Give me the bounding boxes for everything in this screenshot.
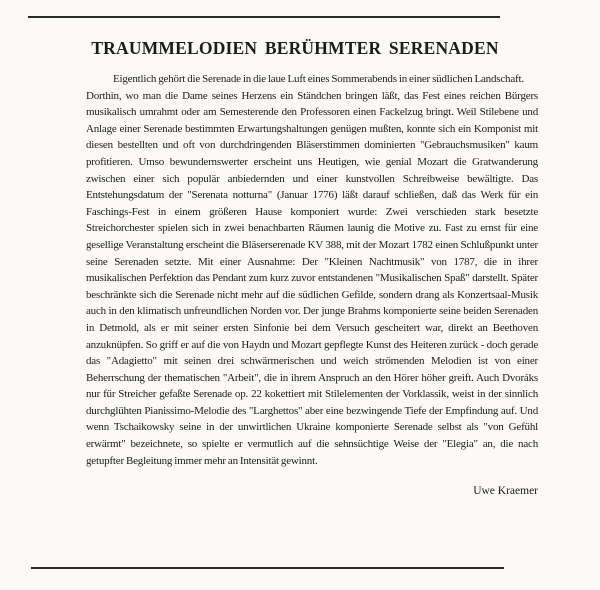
text-line: diesen bestellten und oft von durchdringenden Bläserstimmen dominierten "Gebrauchsmusiken" kaum [86, 139, 538, 152]
text-line: Streichorchester spielen sich in zwei benachbarten Räumen launig die Motive zu. Fast zu ernst für eine [86, 222, 538, 235]
text-line: Entstehungsdatum der "Serenata notturna" (Januar 1776) läßt darauf schließen, daß das Werk für ein [86, 189, 538, 202]
bottom-divider [31, 567, 504, 569]
text-line: beschränkte sich die Serenade nicht mehr auf die südlichen Gefilde, sondern drang als Konzertsaal-Musik [86, 288, 538, 301]
top-divider [28, 16, 500, 18]
text-line: getupfter Begleitung immer mehr an Intensität gewinnt. [86, 454, 318, 467]
text-line: profitieren. Umso bewundernswerter erscheint uns Heutigen, wie genial Mozart die Gratwanderung [86, 155, 538, 168]
text-line: musikalischen Perfektion das Pendant zum kurz zuvor entstandenen "Musikalischen Spaß" darstellt. Später [86, 272, 538, 285]
page-title: TRAUMMELODIEN BERÜHMTER SERENADEN [91, 38, 499, 58]
text-line: erwärmt" bezeichnete, so spielte er vermutlich auf die sehnsüchtige Weise der "Elegia" an, die nach [86, 438, 538, 451]
text-line: Dorthin, wo man die Dame seines Herzens ein Ständchen bringen läßt, das Fest eines reichen Bürgers [86, 89, 538, 102]
text-line: auch in den klimatisch unfreundlichen Norden vor. Der junge Brahms komponierte seine beiden Serenaden [86, 305, 538, 318]
text-line: wenn Tschaikowsky seine in der unwirtlichen Ukraine komponierte Serenade selbst als "von Gefühl [86, 421, 538, 434]
text-line: zwischen einer sich populär anbiedernden und einer kunstvollen Schreibweise bewältigte. Das [86, 172, 538, 185]
author-signature: Uwe Kraemer [473, 485, 538, 497]
text-line: gesellige Veranstaltung erscheint die Bläserserenade KV 388, mit der Mozart 1782 einen Schlußpunkt unter [86, 238, 538, 251]
text-line: Anlage einer Serenade bestimmten Erwartungshaltungen genügen mußten, konnte sich ein Komponist mit [86, 122, 538, 135]
text-line: in Detmold, als er mit seiner ersten Sinfonie bei dem Versuch gescheitert war, direkt an Beethoven [86, 321, 538, 334]
text-line: Beherrschung der thematischen "Arbeit", die in ihrem Anspruch an den Hörer höher greift. Auch Dvoráks [86, 371, 538, 384]
text-line: seine Serenaden setzte. Mit einer Ausnahme: Der "Kleinen Nachtmusik" von 1787, die in ihrer [86, 255, 538, 268]
text-line: musikalisch umrahmt oder am Semesterende den Professoren einen Fackelzug bringt. Weil Stilebene und [86, 106, 538, 119]
text-line: nur für Streicher gefaßte Serenade op. 22 kokettiert mit Stilelementen der Vorklassik, weist in der sinnlich [86, 388, 538, 401]
text-line: Eigentlich gehört die Serenade in die laue Luft eines Sommerabends in einer südlichen Landschaft. [113, 73, 524, 85]
body-text [86, 71, 538, 469]
text-line: durchglühten Pianissimo-Melodie des "Larghettos" aber eine bezwingende Tiefe der Empfindung auf. Und [86, 404, 538, 417]
text-line: anzuknüpfen. So griff er auf die von Haydn und Mozart gepflegte Kunst des Heiteren zurück - doch gerade [86, 338, 538, 351]
text-line: das "Adagietto" mit seinen drei schwärmerischen und weich strömenden Melodien ist von einer [86, 355, 538, 368]
text-line: Faschings-Fest in einem größeren Hause komponiert wurde: Zwei verschieden stark besetzte [86, 205, 538, 218]
